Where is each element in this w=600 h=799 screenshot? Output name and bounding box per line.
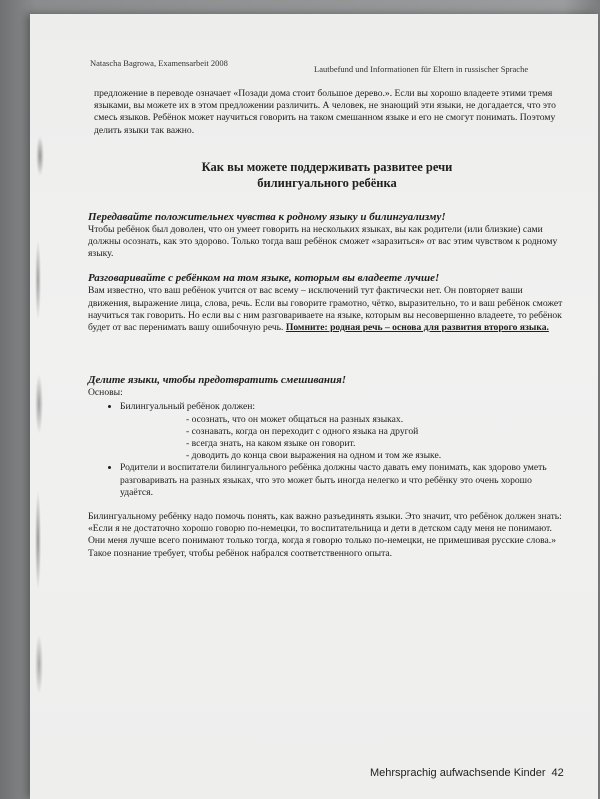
scan-edge-marks (30, 94, 48, 714)
section-2-heading: Разговаривайте с ребёнком на том языке, которым вы владеете лучше! (88, 272, 440, 285)
footer-title: Mehrsprachig aufwachsende Kinder (370, 767, 546, 779)
page-title-line-1: Как вы можете поддерживать развитее речи (201, 159, 453, 174)
sub-item-4: - доводить до конца свои выражения на одном и том же языке. (186, 450, 442, 462)
section-2-paragraph (88, 285, 566, 334)
section-2-text: Вам известно, что ваш ребёнок учится от вас всему – исключений тут фактически нет. Он повторяет ваши движения, выражение лица, слова, речь. Если вы говорите грамотно, чётко, выразительно, то и ваш ребёнок сможет научиться так говорить. Но если вы с ним разговариваете на языке, которым вы несовершенно владеете, то ребёнок будет от вас перенимать вашу ошибочную речь. (88, 285, 563, 334)
sub-item-1: - осознать, что он может общаться на разных языках. (186, 413, 404, 425)
page-footer (370, 767, 564, 779)
bullet-item-1-text: Билингуальный ребёнок должен: (120, 401, 256, 413)
intro-paragraph: предложение в переводе означает «Позади дома стоит большое дерево.». Если вы хорошо владеете этими тремя языками, вы можете их в этом предложении различить. А человек, не знающий эти языки, не догадается, что это смесь языков. Ребёнок может научиться говорить на таком смешанном языке и его не смогут понимать. Поэтому делить языки так важно. (94, 88, 556, 136)
header-author: Natascha Bagrowa, Examensarbeit 2008 (90, 58, 228, 68)
page-title-line-2: билингуального ребёнка (257, 175, 397, 190)
section-best-language (88, 272, 566, 334)
page-number: 42 (551, 767, 564, 779)
bullet-item-2: • Родители и воспитатели билингуального ребёнка должны часто давать ему понимать, как здорово уметь разговаривать на разных языках, что это может быть иногда нелегко и что ребёнку это очень хорошо удаётся. (120, 462, 566, 499)
section-3-basics: Основы: (88, 387, 123, 399)
document-page (30, 14, 598, 799)
bullet-list (88, 401, 566, 499)
page-title (88, 159, 566, 191)
section-3-heading: Делите языки, чтобы предотвратить смешивания! (88, 374, 347, 387)
section-separate-languages (88, 374, 566, 499)
section-2-emphasis: Помните: родная речь – основа для развития второго языка. (285, 322, 549, 334)
section-1-text: Чтобы ребёнок был доволен, что он умеет говорить на нескольких языках, вы как родители (или близкие) сами должны осознать, как это здорово. Только тогда ваш ребёнок сможет «заразиться» от вас этим чувством к родному языку. (88, 223, 558, 260)
section-positive-feelings (88, 211, 566, 261)
final-paragraph: Билингуальному ребёнку надо помочь понять, как важно разъединять языки. Это значит, что ребёнок должен знать: «Если я не достаточно хорошо говорю по-немецки, то воспитательница и дети в детском саду меня не понимают. Они меня лучше всего понимают только тогда, когда я говорю только по-немецки, не примешивая русские слова.» Такое познание требует, чтобы ребёнок набрался соответственного опыта. (88, 511, 562, 559)
header-subject: Lautbefund und Informationen für Eltern in russischer Sprache (314, 64, 529, 74)
sub-item-3: - всегда знать, на каком языке он говорит. (186, 438, 356, 450)
section-1-heading: Передавайте положительнех чувства к родному языку и билингуализму! (88, 210, 446, 223)
bullet-item-1 (120, 401, 566, 462)
page-content (88, 88, 566, 560)
sub-item-2: - сознавать, когда он переходит с одного языка на другой (186, 425, 419, 437)
